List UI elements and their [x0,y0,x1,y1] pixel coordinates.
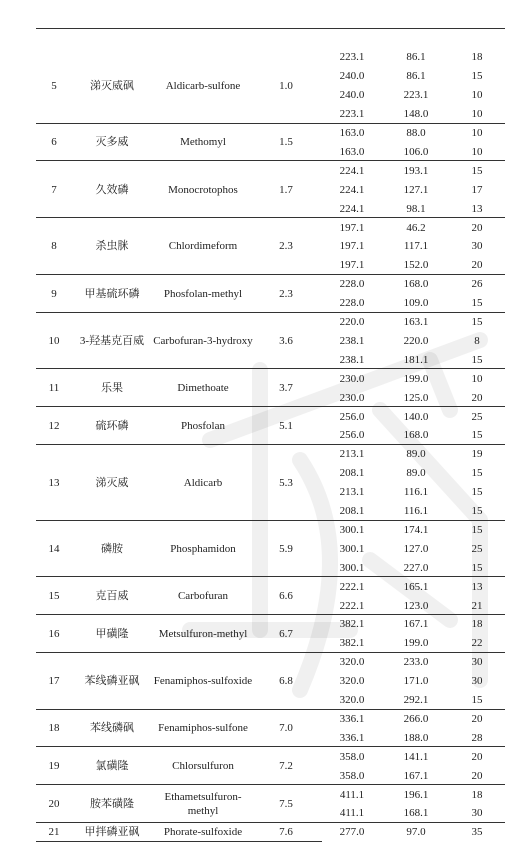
product-ion: 199.0 [403,637,429,650]
collision-energy: 20 [471,712,483,725]
precursor-ion: 411.1 [339,788,365,801]
collision-energy: 25 [471,542,483,555]
precursor-ion: 224.1 [339,202,365,215]
product-ion: 165.1 [403,580,429,593]
retention-time: 7.2 [279,760,293,773]
retention-time: 1.5 [279,136,293,149]
collision-energy: 22 [471,637,483,650]
compound-chinese-name: 涕灭威砜 [90,79,134,92]
retention-time: 5.1 [279,419,293,432]
row-number: 8 [51,240,57,253]
collision-energy: 20 [471,769,483,782]
row-number: 7 [51,183,57,196]
precursor-ion: 277.0 [339,826,365,839]
product-ion: 196.1 [403,788,429,801]
precursor-ion: 300.1 [339,542,365,555]
collision-energy: 10 [471,127,483,140]
compound-english-name: Fenamiphos-sulfone [158,722,248,735]
retention-time: 1.0 [279,79,293,92]
product-ion: 181.1 [403,353,429,366]
retention-time: 7.5 [279,797,293,810]
retention-time: 7.6 [279,826,293,839]
precursor-ion: 230.0 [339,372,365,385]
collision-energy: 15 [471,70,483,83]
precursor-ion: 300.1 [339,523,365,536]
precursor-ion: 411.1 [339,807,365,820]
collision-energy: 35 [471,826,483,839]
compound-english-name: Phosfolan [181,419,225,432]
precursor-ion: 223.1 [339,51,365,64]
precursor-ion: 213.1 [339,486,365,499]
precursor-ion: 222.1 [339,599,365,612]
collision-energy: 10 [471,108,483,121]
retention-time: 6.7 [279,627,293,640]
collision-energy: 20 [471,750,483,763]
product-ion: 109.0 [403,297,429,310]
product-ion: 266.0 [403,712,429,725]
precursor-ion: 382.1 [339,637,365,650]
product-ion: 223.1 [403,89,429,102]
product-ion: 163.1 [403,316,429,329]
precursor-ion: 238.1 [339,334,365,347]
precursor-ion: 336.1 [339,712,365,725]
precursor-ion: 228.0 [339,297,365,310]
collision-energy: 15 [471,164,483,177]
row-number: 20 [48,797,60,810]
compound-english-name: Dimethoate [177,382,229,395]
row-number: 19 [48,760,60,773]
row-number: 9 [51,287,57,300]
collision-energy: 20 [471,391,483,404]
collision-energy: 15 [471,486,483,499]
row-number: 18 [48,722,60,735]
collision-energy: 8 [474,334,480,347]
compound-english-name: Carbofuran [177,590,229,603]
compound-english-name: Methomyl [180,136,226,149]
precursor-ion: 240.0 [339,89,365,102]
compound-english-name: Aldicarb [183,476,223,489]
row-number: 12 [48,419,60,432]
product-ion: 152.0 [403,259,429,272]
precursor-ion: 320.0 [339,656,365,669]
product-ion: 46.2 [406,221,426,234]
precursor-ion: 358.0 [339,769,365,782]
product-ion: 233.0 [403,656,429,669]
compound-chinese-name: 克百威 [95,590,129,603]
compound-english-name: Metsulfuron-methyl [158,627,248,640]
product-ion: 86.1 [406,51,426,64]
collision-energy: 15 [471,316,483,329]
product-ion: 140.0 [403,410,429,423]
precursor-ion: 240.0 [339,70,365,83]
compound-chinese-name: 硫环磷 [95,419,129,432]
retention-time: 2.3 [279,287,293,300]
product-ion: 171.0 [403,675,429,688]
precursor-ion: 220.0 [339,316,365,329]
retention-time: 2.3 [279,240,293,253]
precursor-ion: 358.0 [339,750,365,763]
row-number: 15 [48,590,60,603]
row-number: 6 [51,136,57,149]
collision-energy: 10 [471,145,483,158]
product-ion: 116.1 [403,505,429,518]
product-ion: 188.0 [403,731,429,744]
collision-energy: 13 [471,580,483,593]
precursor-ion: 208.1 [339,505,365,518]
compound-chinese-name: 乐果 [101,382,123,395]
compound-chinese-name: 甲拌磷亚砜 [84,826,140,839]
product-ion: 167.1 [403,618,429,631]
precursor-ion: 382.1 [339,618,365,631]
precursor-ion: 208.1 [339,467,365,480]
collision-energy: 15 [471,561,483,574]
compound-english-name: Phosfolan-methyl [163,287,243,300]
compound-chinese-name: 灭多威 [95,136,129,149]
collision-energy: 30 [471,656,483,669]
product-ion: 148.0 [403,108,429,121]
product-ion: 98.1 [406,202,426,215]
retention-time: 6.8 [279,675,293,688]
collision-energy: 18 [471,51,483,64]
collision-energy: 15 [471,467,483,480]
product-ion: 89.0 [406,448,426,461]
compound-english-name: Chlordimeform [168,240,238,253]
retention-time: 3.6 [279,334,293,347]
compound-chinese-name: 苯线磷亚砜 [84,675,140,688]
collision-energy: 20 [471,221,483,234]
precursor-ion: 256.0 [339,429,365,442]
row-number: 10 [48,334,60,347]
product-ion: 86.1 [406,70,426,83]
compound-english-name: Phosphamidon [170,542,236,555]
collision-energy: 17 [471,183,483,196]
compound-chinese-name: 甲磺隆 [95,627,129,640]
row-separator [36,841,322,842]
collision-energy: 15 [471,429,483,442]
compound-chinese-name: 磷胺 [101,542,123,555]
precursor-ion: 213.1 [339,448,365,461]
precursor-ion: 224.1 [339,164,365,177]
retention-time: 7.0 [279,722,293,735]
collision-energy: 30 [471,675,483,688]
row-number: 16 [48,627,60,640]
product-ion: 168.0 [403,278,429,291]
collision-energy: 15 [471,297,483,310]
precursor-ion: 197.1 [339,259,365,272]
product-ion: 125.0 [403,391,429,404]
precursor-ion: 222.1 [339,580,365,593]
collision-energy: 25 [471,410,483,423]
precursor-ion: 300.1 [339,561,365,574]
collision-energy: 15 [471,505,483,518]
compound-english-name: Carbofuran-3-hydroxy [153,334,253,347]
collision-energy: 18 [471,788,483,801]
collision-energy: 15 [471,353,483,366]
product-ion: 97.0 [406,826,426,839]
compound-chinese-name: 涕灭威 [95,476,129,489]
row-number: 13 [48,476,60,489]
table-top-rule [36,28,505,29]
precursor-ion: 238.1 [339,353,365,366]
compound-english-name: Fenamiphos-sulfoxide [153,675,253,688]
precursor-ion: 163.0 [339,127,365,140]
retention-time: 6.6 [279,590,293,603]
product-ion: 106.0 [403,145,429,158]
product-ion: 117.1 [403,240,429,253]
product-ion: 88.0 [406,127,426,140]
compound-chinese-name: 胺苯磺隆 [90,797,134,810]
compound-chinese-name: 久效磷 [95,183,129,196]
compound-english-name: Ethametsulfuron-methyl [164,790,242,817]
retention-time: 1.7 [279,183,293,196]
collision-energy: 19 [471,448,483,461]
collision-energy: 10 [471,89,483,102]
row-number: 5 [51,79,57,92]
collision-energy: 18 [471,618,483,631]
collision-energy: 15 [471,694,483,707]
compound-chinese-name: 杀虫脒 [95,240,129,253]
product-ion: 141.1 [403,750,429,763]
product-ion: 123.0 [403,599,429,612]
compound-chinese-name: 苯线磷砜 [90,722,134,735]
product-ion: 193.1 [403,164,429,177]
product-ion: 89.0 [406,467,426,480]
collision-energy: 30 [471,240,483,253]
compound-english-name: Monocrotophos [168,183,238,196]
product-ion: 167.1 [403,769,429,782]
retention-time: 5.9 [279,542,293,555]
compound-english-name: Chlorsulfuron [172,760,234,773]
precursor-ion: 224.1 [339,183,365,196]
product-ion: 127.1 [403,183,429,196]
product-ion: 292.1 [403,694,429,707]
precursor-ion: 320.0 [339,694,365,707]
collision-energy: 26 [471,278,483,291]
product-ion: 199.0 [403,372,429,385]
product-ion: 168.0 [403,429,429,442]
precursor-ion: 256.0 [339,410,365,423]
product-ion: 116.1 [403,486,429,499]
collision-energy: 20 [471,259,483,272]
compound-english-name: Aldicarb-sulfone [165,79,241,92]
product-ion: 127.0 [403,542,429,555]
product-ion: 174.1 [403,523,429,536]
product-ion: 220.0 [403,334,429,347]
precursor-ion: 230.0 [339,391,365,404]
precursor-ion: 197.1 [339,240,365,253]
precursor-ion: 320.0 [339,675,365,688]
collision-energy: 30 [471,807,483,820]
compound-chinese-name: 氯磺隆 [95,760,129,773]
row-number: 17 [48,675,60,688]
collision-energy: 21 [471,599,483,612]
row-number: 21 [48,826,60,839]
retention-time: 5.3 [279,476,293,489]
precursor-ion: 228.0 [339,278,365,291]
compound-english-name: Phorate-sulfoxide [163,826,243,839]
retention-time: 3.7 [279,382,293,395]
row-number: 14 [48,542,60,555]
collision-energy: 28 [471,731,483,744]
collision-energy: 10 [471,372,483,385]
precursor-ion: 223.1 [339,108,365,121]
compound-chinese-name: 甲基硫环磷 [84,287,140,300]
product-ion: 227.0 [403,561,429,574]
product-ion: 168.1 [403,807,429,820]
row-number: 11 [48,382,60,395]
precursor-ion: 163.0 [339,145,365,158]
precursor-ion: 336.1 [339,731,365,744]
compound-chinese-name: 3-羟基克百威 [79,334,145,347]
collision-energy: 15 [471,523,483,536]
precursor-ion: 197.1 [339,221,365,234]
collision-energy: 13 [471,202,483,215]
